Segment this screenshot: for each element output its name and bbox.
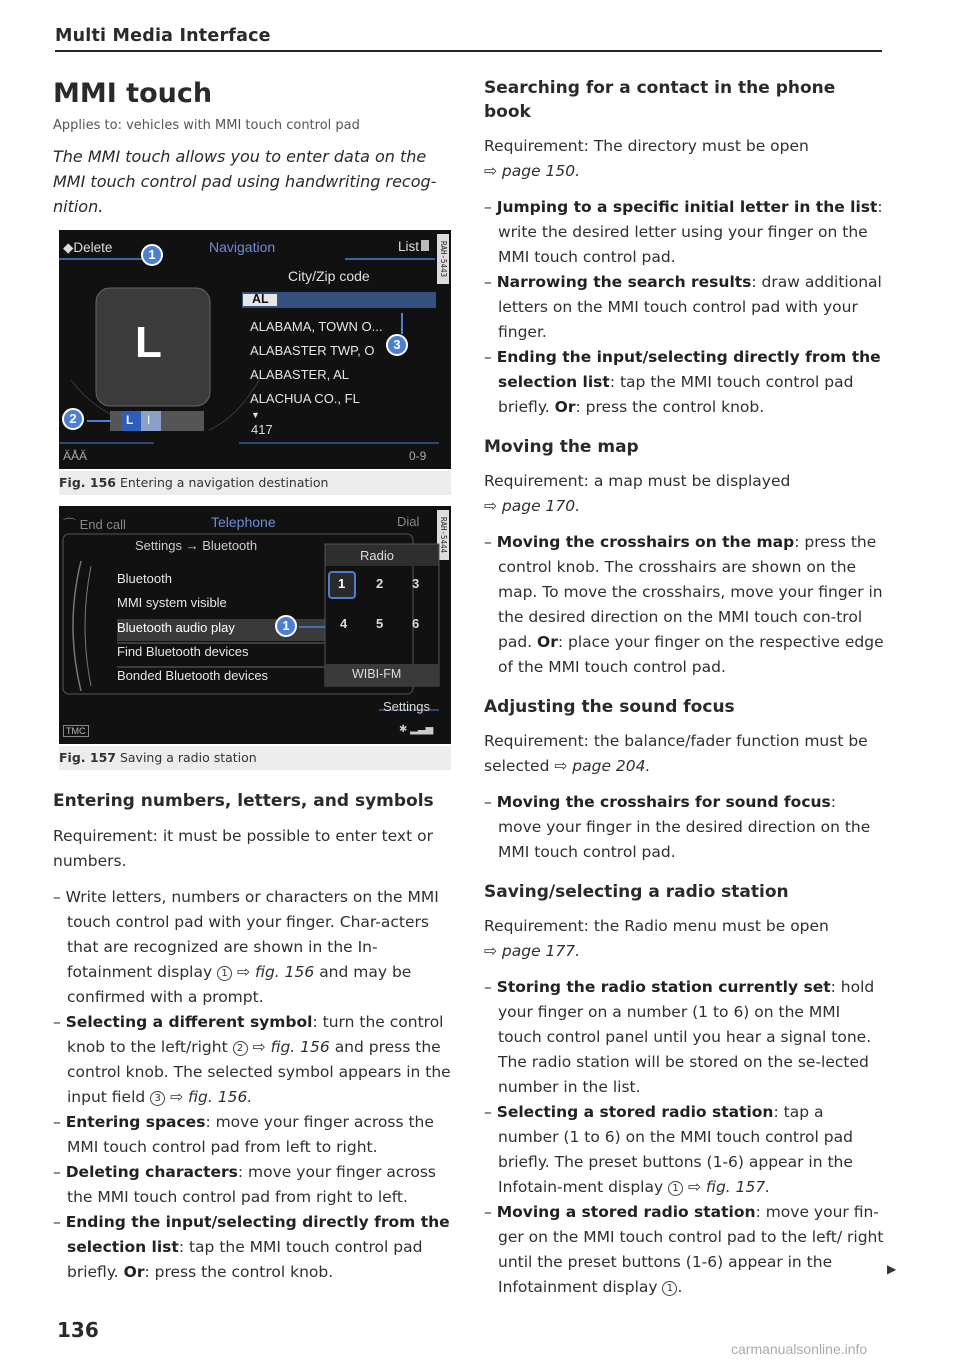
subsection-title: Entering numbers, letters, and symbols bbox=[53, 791, 434, 811]
menu-item-audio[interactable]: Bluetooth audio play bbox=[117, 620, 235, 635]
figure-157-telephone bbox=[59, 506, 451, 744]
requirement: Requirement: the Radio menu must be open bbox=[484, 917, 829, 935]
page-number: 136 bbox=[57, 1318, 99, 1342]
candidate-letter: I bbox=[147, 413, 151, 427]
preset-2[interactable]: 2 bbox=[376, 576, 384, 591]
menu-item-bonded[interactable]: Bonded Bluetooth devices bbox=[117, 668, 269, 683]
back-arrow-icon: ◆ bbox=[63, 240, 74, 255]
bullet-select-symbol: – Selecting a different symbol: turn the control knob to the left/right 2 ⇨ fig. 156 and press the control knob. The selected symbol appears in the input field 3 ⇨ fig. 156. bbox=[53, 1013, 451, 1106]
tmc-badge: TMC bbox=[63, 725, 89, 737]
subsection-title: Moving the map bbox=[484, 437, 639, 457]
requirement: Requirement: a map must be displayed bbox=[484, 472, 791, 490]
requirement: Requirement: The directory must be open bbox=[484, 137, 809, 155]
callout-2: 2 bbox=[62, 408, 84, 430]
bullet-narrow: – Narrowing the search results: draw additional letters on the MMI touch control pad with your finger. bbox=[484, 273, 882, 341]
continue-arrow-icon: ▶ bbox=[887, 1262, 897, 1276]
bullet-end-input: – Ending the input/selecting directly from the selection list: tap the MMI touch control pad briefly. Or: press the control knob. bbox=[53, 1213, 450, 1281]
menu-item-visible[interactable]: MMI system visible bbox=[117, 595, 227, 610]
list-button[interactable]: List bbox=[398, 239, 429, 254]
right-column bbox=[484, 76, 884, 1300]
symbol-set-right[interactable]: 0-9 bbox=[409, 449, 427, 463]
menu-item-bluetooth[interactable]: Bluetooth bbox=[117, 571, 172, 586]
bullet-move-crosshairs: – Moving the crosshairs on the map: press the control knob. The crosshairs are shown on the map. To move the crosshairs, move your finger in the desired direction on the MMI touch con-trol pad. Or: place your finger on the respective edge of the MMI touch control pad. bbox=[484, 533, 884, 676]
bullet-store-station: – Storing the radio station currently set: hold your finger on a number (1 to 6) on the MMI touch control panel until you hear a signal tone. The radio station will be stored on the se-lected number in the list. bbox=[484, 978, 875, 1096]
figure-code: RAH-5443 bbox=[437, 234, 449, 284]
left-column-bottom bbox=[53, 789, 453, 1285]
result-item-3[interactable]: ALABASTER, AL bbox=[250, 367, 349, 382]
bullet-jump-letter: – Jumping to a specific initial letter in the list: write the desired letter using your finger on the MMI touch control pad. bbox=[484, 198, 883, 266]
city-zip-label: City/Zip code bbox=[288, 268, 370, 284]
selected-letter: L bbox=[126, 413, 134, 427]
scroll-down-icon: ▼ bbox=[251, 410, 260, 420]
bullet-sound-focus: – Moving the crosshairs for sound focus: move your finger in the desired direction on the MMI touch control pad. bbox=[484, 793, 871, 861]
requirement: Requirement: it must be possible to enter text or numbers. bbox=[53, 827, 433, 870]
station-name: WIBI-FM bbox=[352, 667, 402, 681]
lead-paragraph: The MMI touch allows you to enter data on the MMI touch control pad using handwriting recog-nition. bbox=[53, 147, 437, 216]
callout-3: 3 bbox=[386, 334, 408, 356]
bullet-spaces: – Entering spaces: move your finger across the MMI touch control pad from left to right. bbox=[53, 1113, 434, 1156]
list-icon bbox=[421, 240, 429, 251]
breadcrumb: Settings → Bluetooth bbox=[135, 538, 258, 553]
result-count: 417 bbox=[251, 422, 273, 437]
figure-156-caption: Fig. 156 Entering a navigation destination bbox=[59, 471, 451, 495]
page-ref[interactable]: ⇨ page 170. bbox=[484, 497, 581, 515]
preset-5[interactable]: 5 bbox=[376, 616, 384, 631]
subsection-title: Saving/selecting a radio station bbox=[484, 882, 789, 902]
figure-code: RAH-5444 bbox=[437, 510, 449, 560]
delete-button[interactable]: ◆Delete bbox=[63, 240, 113, 255]
figure-156-navigation bbox=[59, 230, 451, 469]
preset-6[interactable]: 6 bbox=[412, 616, 420, 631]
section-title: MMI touch bbox=[53, 78, 213, 109]
callout-1: 1 bbox=[275, 615, 297, 637]
result-item-4[interactable]: ALACHUA CO., FL bbox=[250, 391, 360, 406]
menu-item-find[interactable]: Find Bluetooth devices bbox=[117, 644, 249, 659]
preset-3[interactable]: 3 bbox=[412, 576, 420, 591]
callout-1: 1 bbox=[141, 244, 163, 266]
applies-to: Applies to: vehicles with MMI touch control pad bbox=[53, 118, 360, 133]
subsection-title: Searching for a contact in the phone book bbox=[484, 78, 836, 122]
requirement: Requirement: the balance/fader function must be selected ⇨ page 204. bbox=[484, 732, 868, 775]
bullet-end-input: – Ending the input/selecting directly from the selection list: tap the MMI touch control pad briefly. Or: press the control knob. bbox=[484, 348, 881, 416]
bullet-delete: – Deleting characters: move your finger across the MMI touch control pad from right to left. bbox=[53, 1163, 437, 1206]
figure-157-caption: Fig. 157 Saving a radio station bbox=[59, 746, 451, 770]
running-header: Multi Media Interface bbox=[55, 26, 271, 46]
bullet-write: – Write letters, numbers or characters on the MMI touch control pad with your finger. Char-acters that are recognized are shown in the In-fotainment display 1 ⇨ fig. 156 and may be confirmed with a prompt. bbox=[53, 888, 439, 1006]
input-field[interactable]: AL bbox=[252, 292, 269, 306]
settings-button[interactable]: Settings bbox=[383, 699, 430, 714]
bluetooth-signal-icon: ✱ ▂▃▅ bbox=[399, 724, 434, 735]
preset-1[interactable]: 1 bbox=[338, 576, 346, 591]
preset-4[interactable]: 4 bbox=[340, 616, 348, 631]
page-ref[interactable]: ⇨ page 177. bbox=[484, 942, 581, 960]
end-call-button[interactable]: ⌒ End call bbox=[63, 517, 126, 532]
left-column-top bbox=[53, 70, 453, 219]
telephone-title: Telephone bbox=[211, 514, 276, 530]
nav-title: Navigation bbox=[209, 239, 276, 255]
result-item-2[interactable]: ALABASTER TWP, O bbox=[250, 343, 375, 358]
header-rule bbox=[55, 50, 882, 52]
result-item-1[interactable]: ALABAMA, TOWN O... bbox=[250, 319, 383, 334]
bullet-select-station: – Selecting a stored radio station: tap a number (1 to 6) on the MMI touch control pad briefly. The preset buttons (1-6) appear in the Infotain-ment display 1 ⇨ fig. 157. bbox=[484, 1103, 853, 1196]
recognized-letter: L bbox=[135, 318, 162, 367]
bullet-move-station: – Moving a stored radio station: move your fin-ger on the MMI touch control pad to the left/ right until the preset buttons (1-6) appear in the Infotainment display 1 . bbox=[484, 1203, 884, 1296]
watermark: carmanualsonline.info bbox=[731, 1341, 868, 1357]
radio-header: Radio bbox=[360, 548, 394, 563]
subsection-title: Adjusting the sound focus bbox=[484, 697, 735, 717]
end-call-icon: ⌒ bbox=[63, 517, 77, 532]
page-ref[interactable]: ⇨ page 150. bbox=[484, 162, 581, 180]
dial-button[interactable]: Dial bbox=[397, 514, 420, 529]
symbol-set-left[interactable]: ÄÅÄ bbox=[63, 449, 88, 463]
